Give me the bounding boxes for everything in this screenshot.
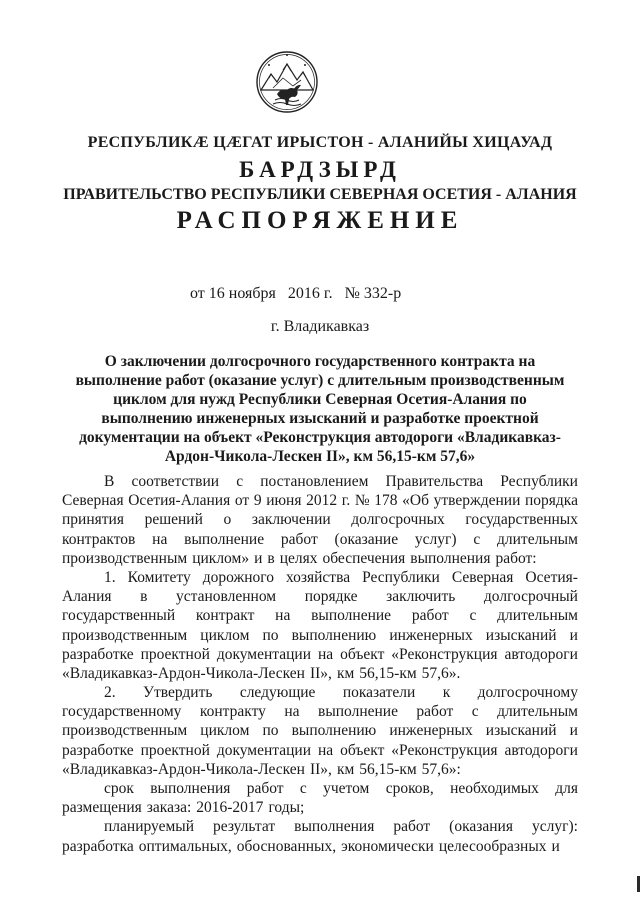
title-line: выполнению инженерных изысканий и разработке проектной: [101, 410, 539, 427]
body-line: Алания в установленном порядке заключить долгосрочный: [62, 588, 578, 606]
body-line: разработка оптимальных, обоснованных, экономически целесообразных и: [62, 837, 560, 855]
body-line: государственный контракт на выполнение работ с длительным: [62, 607, 578, 625]
body-line: производственным циклом по выполнению инженерных изысканий и: [62, 722, 578, 740]
header-russian-doc-type: РАСПОРЯЖЕНИЕ: [176, 207, 464, 234]
ossetia-coat-of-arms-icon: [255, 50, 319, 114]
header-ossetian-government: РЕСПУБЛИКӔ ЦӔГАТ ИРЫСТОН - АЛАНИЙЫ ХИЦАУАД: [87, 134, 553, 151]
title-line: Ардон-Чикола-Лескен II», км 56,15-км 57,6»: [164, 448, 476, 465]
body-line: 1. Комитету дорожного хозяйства Республики Северная Осетия-: [104, 568, 578, 586]
document-city: г. Владикавказ: [270, 318, 370, 335]
body-line: контрактов на выполнение работ (оказание услуг) с длительным: [62, 530, 578, 548]
body-line: «Владикавказ-Ардон-Чикола-Лескен II», км 56,15-км 57,6»:: [62, 760, 461, 778]
body-line: производственным циклом по выполнению инженерных изысканий и: [62, 626, 578, 644]
body-line: разработке проектной документации на объект «Реконструкция автодороги: [62, 645, 578, 663]
title-line: документации на объект «Реконструкция автодороги «Владикавказ-: [79, 429, 561, 446]
title-line: выполнение работ (оказание услуг) с длительным производственным: [75, 372, 565, 389]
title-line: О заключении долгосрочного государственного контракта на: [104, 353, 536, 370]
title-line: циклом для нужд Республики Северная Осетия-Алания по: [113, 391, 527, 408]
body-line: 2. Утвердить следующие показатели к долгосрочному: [104, 684, 578, 702]
body-line: принятия решений о заключении долгосрочных государственных: [62, 511, 578, 529]
body-line: государственному контракту на выполнение работ с длительным: [62, 703, 578, 721]
body-line: «Владикавказ-Ардон-Чикола-Лескен II», км 56,15-км 57,6».: [62, 664, 461, 682]
header-russian-government: ПРАВИТЕЛЬСТВО РЕСПУБЛИКИ СЕВЕРНАЯ ОСЕТИЯ - АЛАНИЯ: [63, 186, 577, 203]
body-line: размещения заказа: 2016-2017 годы;: [62, 799, 305, 817]
body-line: разработке проектной документации на объект «Реконструкция автодороги: [62, 741, 578, 759]
body-line: производственным циклом» и в целях обеспечения выполнения работ:: [62, 549, 537, 567]
body-line: планируемый результат выполнения работ (оказания услуг):: [104, 818, 578, 836]
header-ossetian-doc-type: БАРДЗЫРД: [239, 157, 401, 182]
document-body: [62, 472, 578, 856]
document-title: [30, 352, 610, 466]
body-line: В соответствии с постановлением Правительства Республики: [104, 473, 578, 490]
body-line: срок выполнения работ с учетом сроков, необходимых для: [104, 780, 578, 797]
document-date-number: от 16 ноября 2016 г. № 332-р: [190, 285, 402, 302]
body-line: Северная Осетия-Алания от 9 июня 2012 г. № 178 «Об утверждении порядка: [62, 492, 578, 510]
